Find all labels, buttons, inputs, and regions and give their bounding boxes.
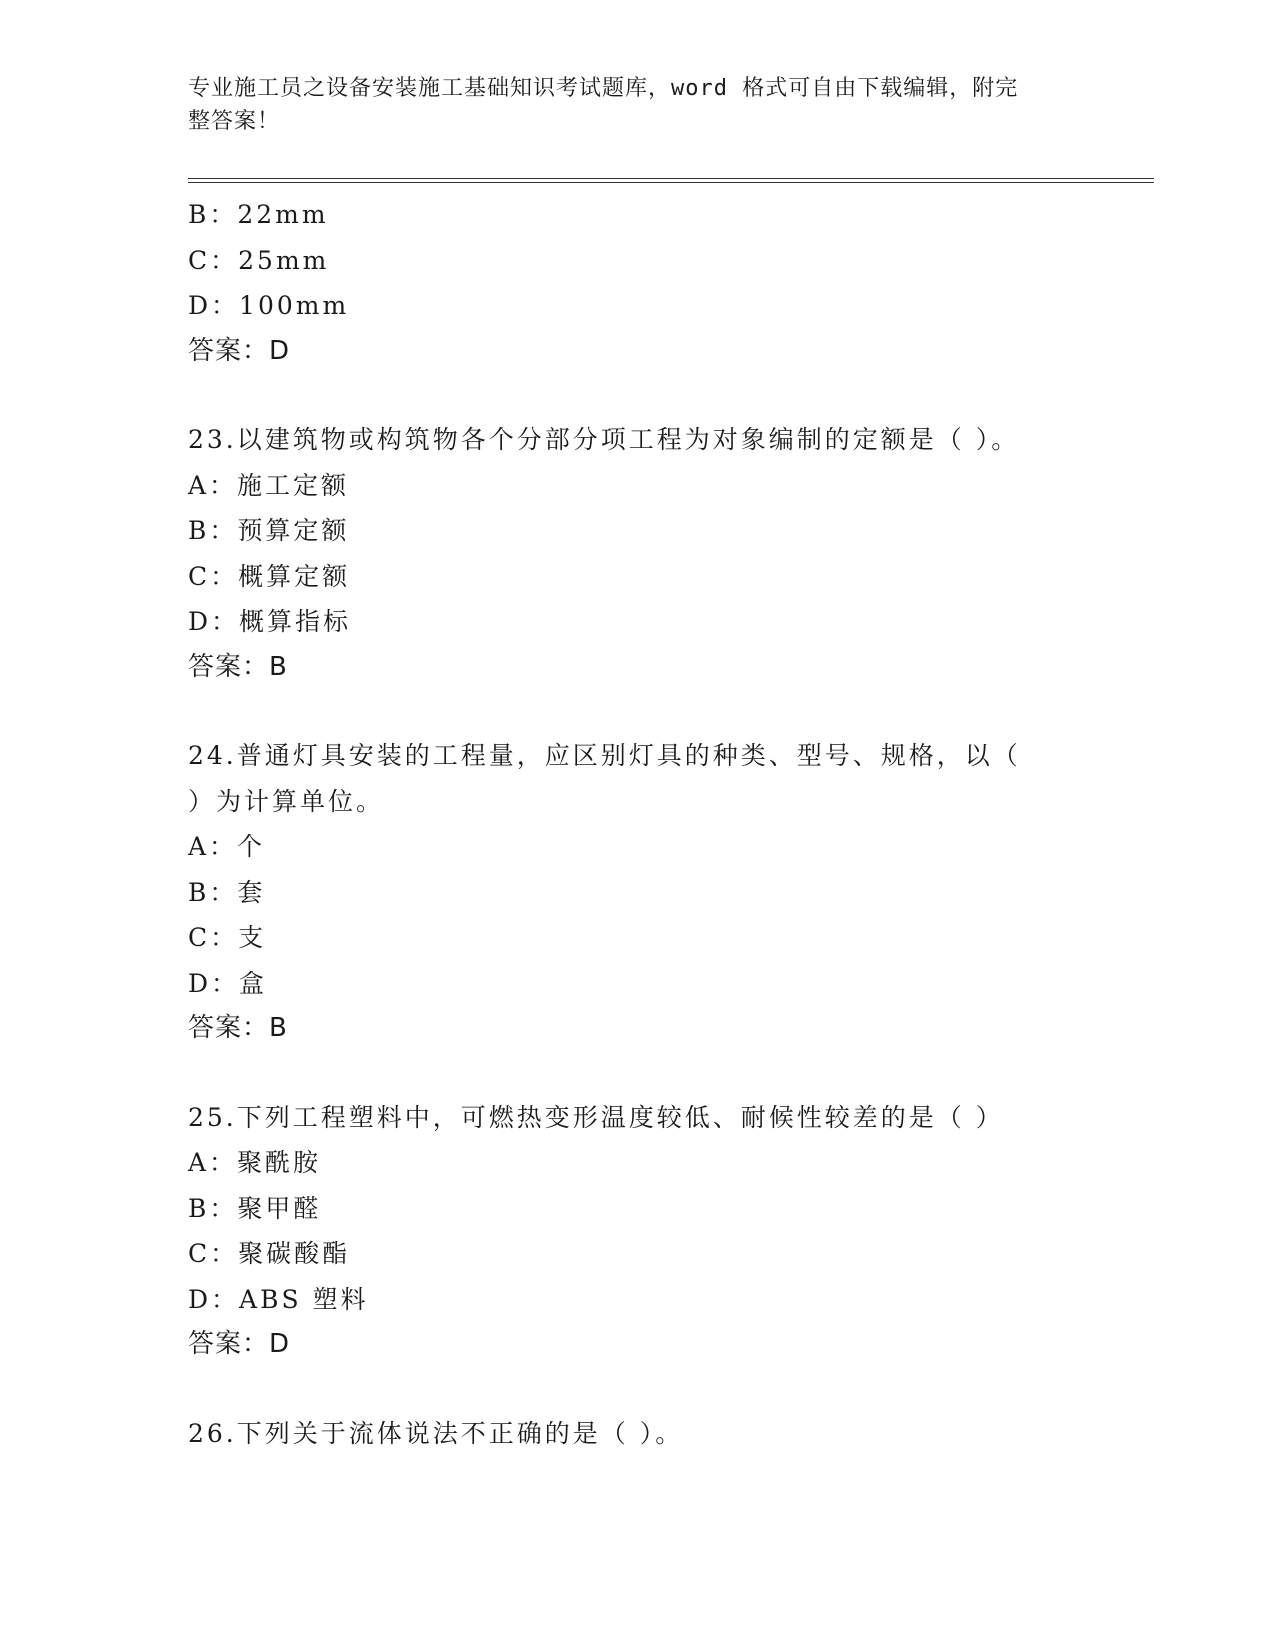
option-c: C：聚碳酸酯 bbox=[188, 1239, 351, 1268]
option-d: D：ABS 塑料 bbox=[188, 1284, 369, 1314]
question-22-continued bbox=[188, 192, 1128, 374]
question-list bbox=[188, 192, 1128, 1456]
question-25 bbox=[188, 1095, 1128, 1368]
option-b: B：22mm bbox=[188, 200, 329, 229]
header-line-2: 整答案！ bbox=[188, 109, 281, 134]
answer-line: 答案：B bbox=[188, 651, 288, 682]
answer-line: 答案：B bbox=[188, 1013, 288, 1043]
option-d: D：100mm bbox=[188, 291, 350, 320]
option-b: B：预算定额 bbox=[188, 516, 350, 545]
question-text: 23.以建筑物或构筑物各个分部分项工程为对象编制的定额是（ ）。 bbox=[188, 425, 1020, 454]
answer-line: 答案：D bbox=[188, 1329, 291, 1359]
question-text: 26.下列关于流体说法不正确的是（ ）。 bbox=[188, 1418, 684, 1448]
option-c: C：概算定额 bbox=[188, 561, 351, 591]
option-d: D：盒 bbox=[188, 968, 268, 998]
question-24 bbox=[188, 733, 1128, 1052]
option-a: A：个 bbox=[188, 832, 266, 861]
header-line-1: 专业施工员之设备安装施工基础知识考试题库，word 格式可自由下载编辑，附完 bbox=[188, 76, 1019, 101]
question-text: 24.普通灯具安装的工程量，应区别灯具的种类、型号、规格，以（ bbox=[188, 741, 1021, 770]
question-text: 25.下列工程塑料中，可燃热变形温度较低、耐候性较差的是（ ） bbox=[188, 1102, 1004, 1132]
option-b: B：聚甲醛 bbox=[188, 1193, 322, 1223]
option-d: D：概算指标 bbox=[188, 607, 352, 636]
answer-line: 答案：D bbox=[188, 335, 291, 366]
document-header bbox=[188, 72, 1068, 138]
option-c: C：支 bbox=[188, 923, 267, 952]
question-text-continued: ）为计算单位。 bbox=[188, 786, 385, 816]
option-a: A：施工定额 bbox=[188, 470, 350, 500]
option-b: B：套 bbox=[188, 877, 266, 907]
option-c: C：25mm bbox=[188, 245, 330, 275]
question-26 bbox=[188, 1411, 1128, 1457]
option-a: A：聚酰胺 bbox=[188, 1148, 322, 1177]
header-double-rule bbox=[188, 178, 1154, 183]
question-23 bbox=[188, 417, 1128, 690]
